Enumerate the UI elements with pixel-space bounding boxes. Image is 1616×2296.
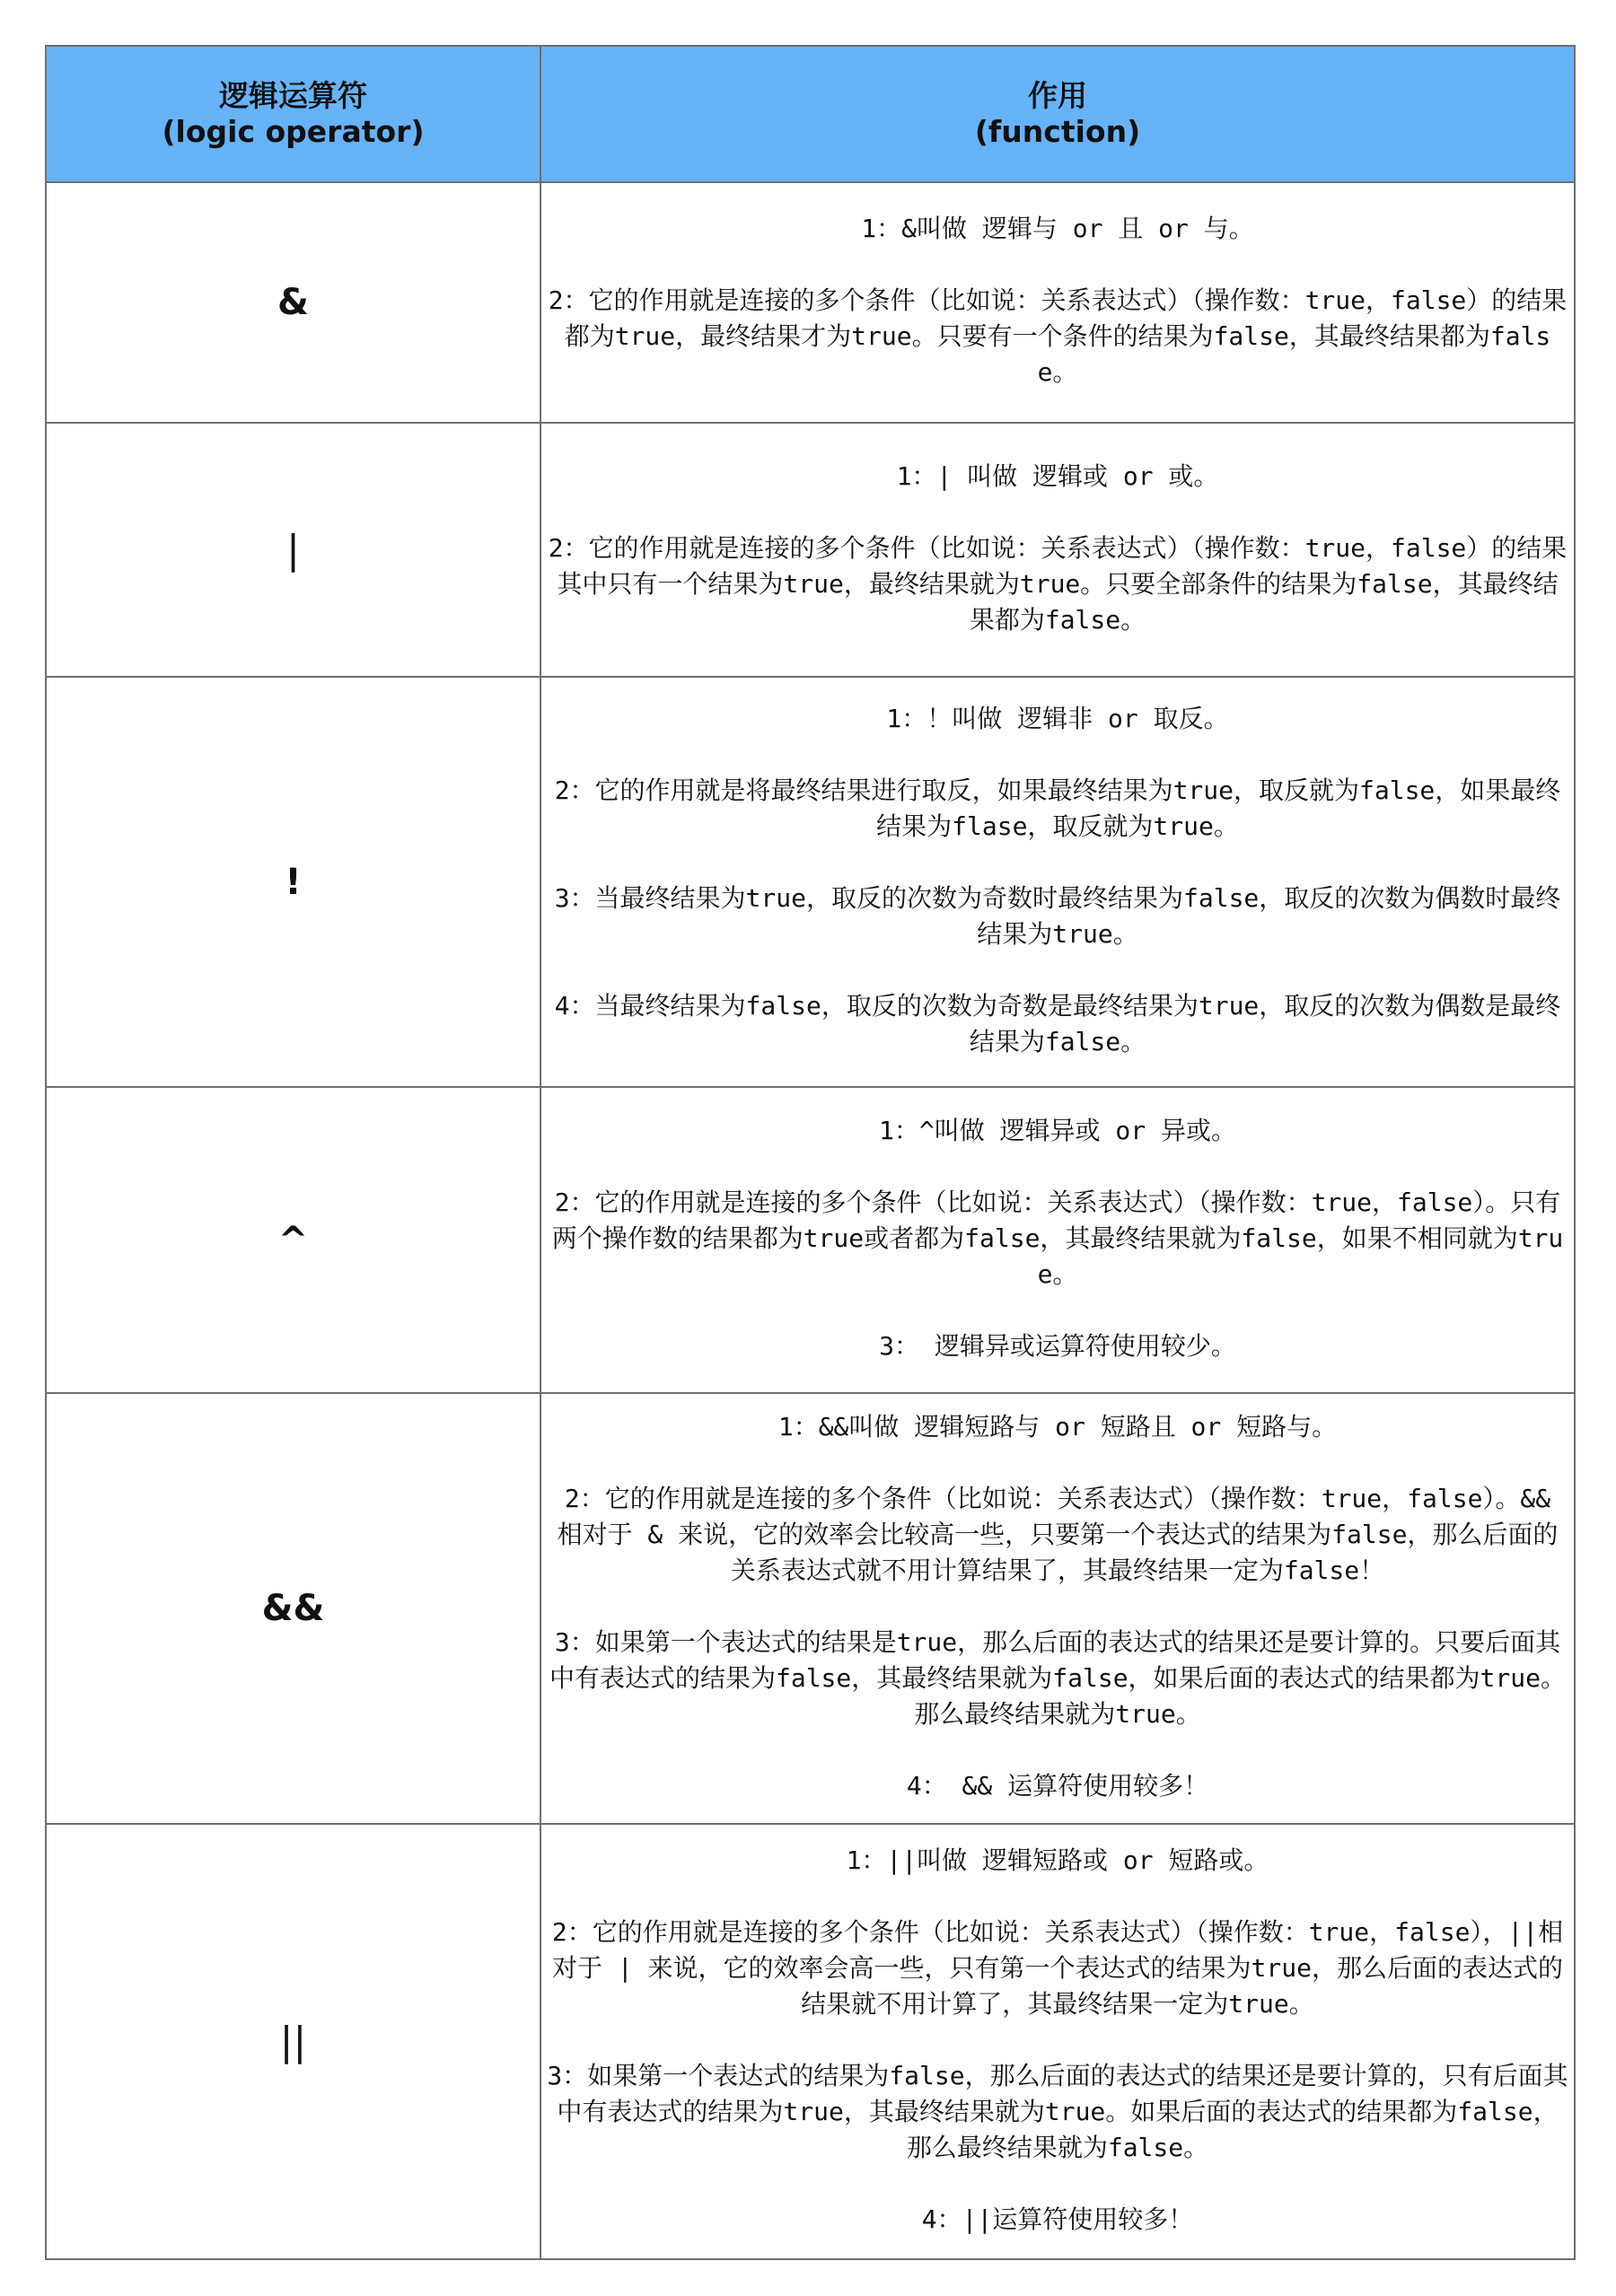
table-row-or xyxy=(46,423,1575,677)
table-row-and xyxy=(46,182,1575,423)
description-line: 3：当最终结果为true，取反的次数为奇数时最终结果为false，取反的次数为偶数时最终结果为true。 xyxy=(554,882,1561,949)
description-line: 2：它的作用就是连接的多个条件（比如说：关系表达式）（操作数：true，false）的结果其中只有一个结果为true，最终结果就为true。只要全部条件的结果为false，其最终结果都为false。 xyxy=(548,532,1568,635)
description-line: 1：&&叫做 逻辑短路与 or 短路且 or 短路与。 xyxy=(777,1412,1338,1442)
operator-header-subtitle: (logic operator) xyxy=(162,114,425,149)
description-cell-not xyxy=(540,677,1575,1087)
description-line: 3：如果第一个表达式的结果为false，那么后面的表达式的结果还是要计算的，只有后面其中有表达式的结果为true，其最终结果就为true。如果后面的表达式的结果都为false，那么最终结果就为false。 xyxy=(547,2060,1568,2162)
description-line: 2：它的作用就是连接的多个条件（比如说：关系表达式）（操作数：true，false）。&& 相对于 & 来说，它的效率会比较高一些，只要第一个表达式的结果为false，那么后面的关系表达式就不用计算结果了，其最终结果一定为false！ xyxy=(557,1484,1559,1585)
operator-cell-short-circuit-or: || xyxy=(46,1824,540,2259)
table-header-row xyxy=(46,46,1575,182)
description-line: 1：！叫做 逻辑非 or 取反。 xyxy=(886,703,1229,733)
description-line: 1：| 叫做 逻辑或 or 或。 xyxy=(896,460,1219,491)
description-line: 3：如果第一个表达式的结果是true，那么后面的表达式的结果还是要计算的。只要后面其中有表达式的结果为false，其最终结果就为false，如果后面的表达式的结果都为true。那么最终结果就为true。 xyxy=(549,1627,1566,1729)
description-line: 2：它的作用就是连接的多个条件（比如说：关系表达式）（操作数：true，false），||相对于 | 来说，它的效率会高一些，只有第一个表达式的结果为true，那么后面的表达式的结果就不用计算了，其最终结果一定为true。 xyxy=(551,1916,1564,2019)
description-line: 4：||运算符使用较多！ xyxy=(921,2204,1194,2234)
logic-operator-table xyxy=(45,45,1576,2260)
description-line: 1：||叫做 逻辑短路或 or 短路或。 xyxy=(846,1845,1269,1875)
table-row-not xyxy=(46,677,1575,1087)
description-line: 4：当最终结果为false，取反的次数为奇数是最终结果为true，取反的次数为偶数是最终结果为false。 xyxy=(554,990,1561,1056)
description-line: 2：它的作用就是连接的多个条件（比如说：关系表达式）（操作数：true，false）的结果都为true，最终结果才为true。只要有一个条件的结果为false，其最终结果都为false。 xyxy=(548,285,1568,387)
description-line: 3： 逻辑异或运算符使用较少。 xyxy=(879,1330,1236,1361)
description-line: 1：^叫做 逻辑异或 or 异或。 xyxy=(878,1115,1236,1145)
description-cell-short-circuit-or xyxy=(540,1824,1575,2259)
description-line: 2：它的作用就是连接的多个条件（比如说：关系表达式）（操作数：true，false）。只有两个操作数的结果都为true或者都为false，其最终结果就为false，如果不相同就为true。 xyxy=(551,1187,1564,1289)
operator-column-header xyxy=(46,46,540,182)
operator-cell-xor: ^ xyxy=(46,1087,540,1393)
description-line: 1：&叫做 逻辑与 or 且 or 与。 xyxy=(861,214,1254,243)
description-cell-or xyxy=(540,423,1575,677)
function-header-subtitle: (function) xyxy=(974,114,1141,149)
operator-cell-or: | xyxy=(46,423,540,677)
description-cell-and xyxy=(540,182,1575,423)
table-row-short-circuit-and xyxy=(46,1393,1575,1824)
table-row-xor xyxy=(46,1087,1575,1393)
description-cell-short-circuit-and xyxy=(540,1393,1575,1824)
function-column-header xyxy=(540,46,1575,182)
description-line: 2：它的作用就是将最终结果进行取反，如果最终结果为true，取反就为false，如果最终结果为flase，取反就为true。 xyxy=(554,775,1561,841)
description-line: 4： && 运算符使用较多！ xyxy=(906,1771,1209,1801)
table-row-short-circuit-or xyxy=(46,1824,1575,2259)
description-cell-xor xyxy=(540,1087,1575,1393)
logic-operator-table-container xyxy=(45,45,1574,2260)
operator-cell-and: & xyxy=(46,182,540,423)
function-header-title: 作用 xyxy=(1028,78,1087,113)
operator-cell-not: ! xyxy=(46,677,540,1087)
operator-cell-short-circuit-and: && xyxy=(46,1393,540,1824)
operator-header-title: 逻辑运算符 xyxy=(219,78,367,113)
